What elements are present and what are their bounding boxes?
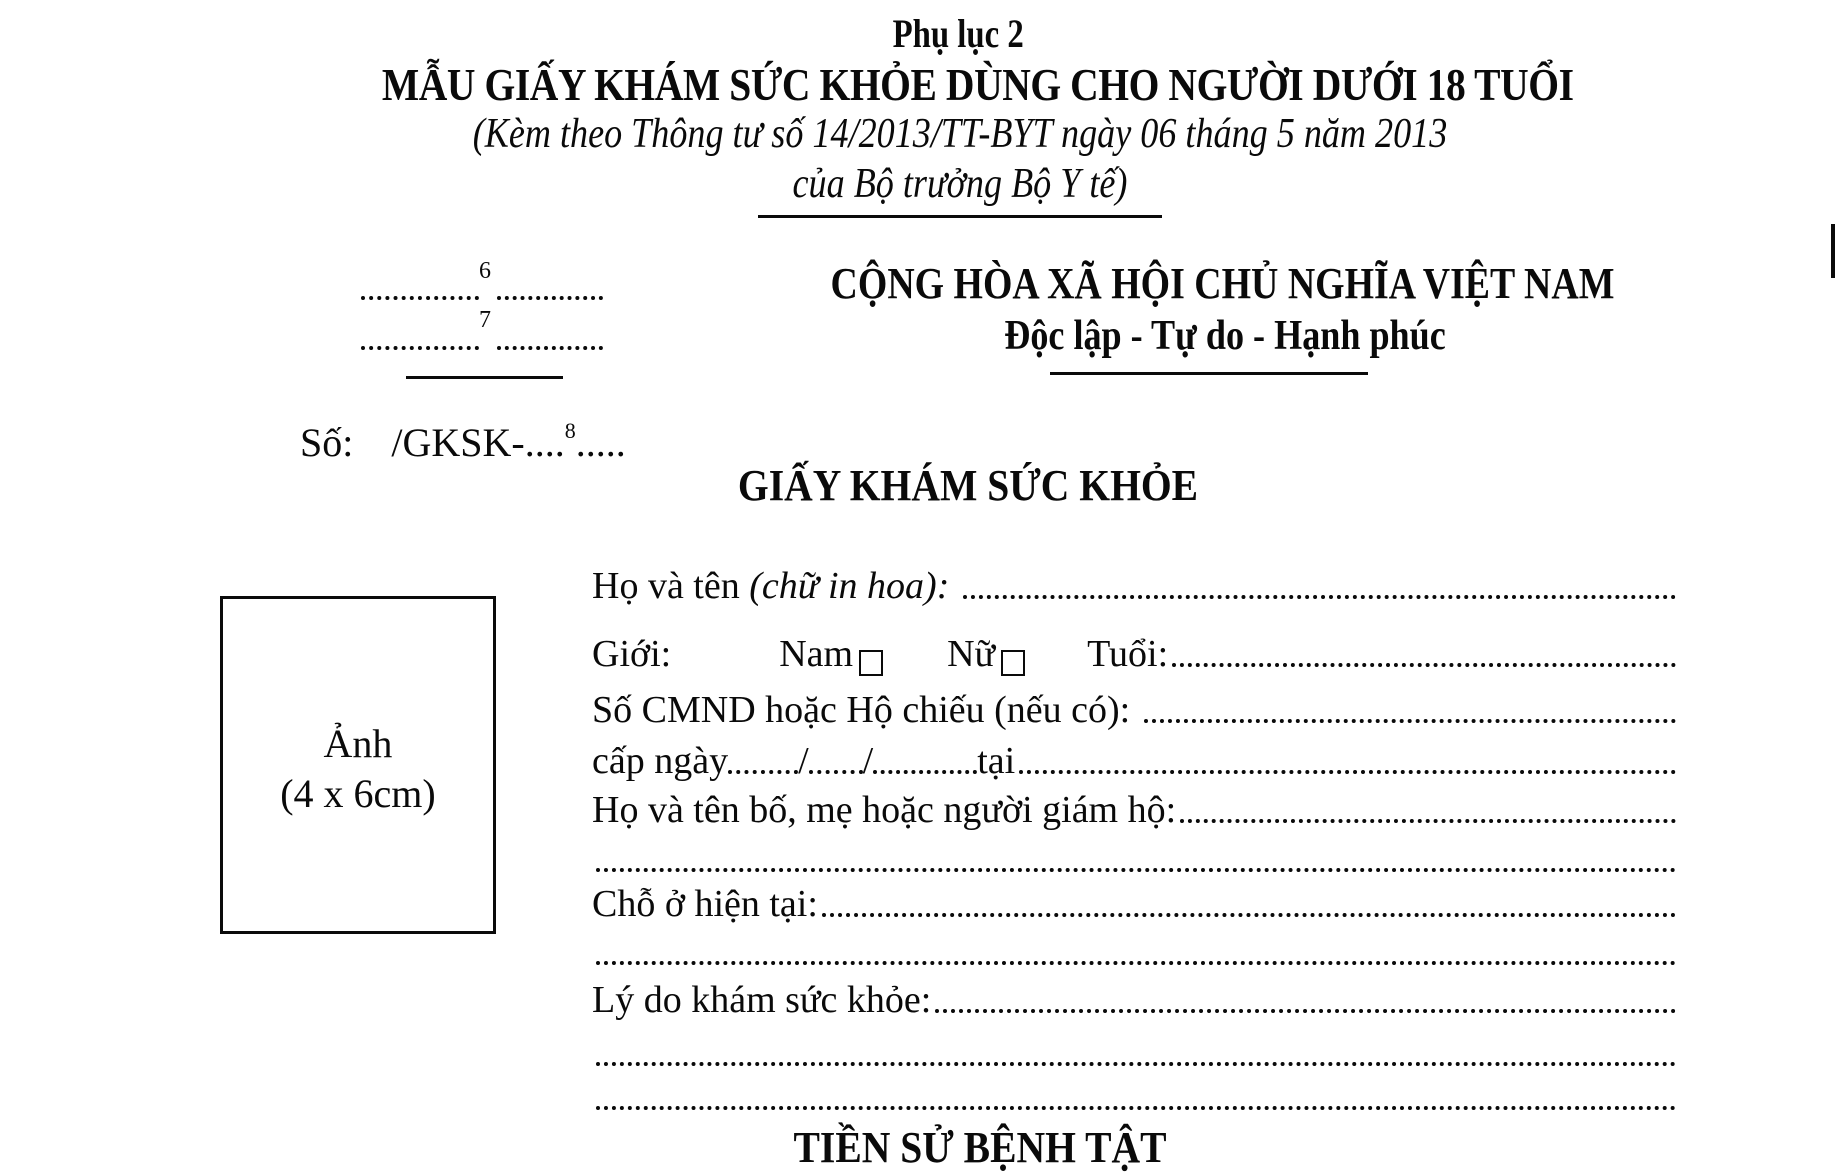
photo-placeholder[interactable] [220,596,496,934]
residence-label: Chỗ ở hiện tại: [592,883,818,925]
document-number[interactable] [300,418,626,466]
motto-underline [1050,372,1368,375]
full-name-input[interactable] [963,595,1676,599]
guardian-input-line-2[interactable] [596,868,1676,872]
issue-date-row [592,731,1676,783]
exam-reason-input-line-2[interactable] [596,1062,1676,1066]
full-name-label: Họ và tên (chữ in hoa): [592,565,950,607]
age-input[interactable] [1172,663,1676,667]
footnote-marker-6: 6 [479,258,491,284]
gender-female-label: Nữ [947,633,996,675]
issue-place-input[interactable] [1019,770,1676,774]
issue-year-input[interactable] [873,770,977,774]
doc-number-code: /GKSK-.... [391,420,565,465]
doc-number-label: Số: [300,420,354,465]
medical-history-section-title: TIỀN SỬ BỆNH TẬT [793,1123,1167,1172]
doc-number-trail: ..... [575,420,626,465]
gender-age-row [592,624,1676,676]
legal-reference-line-2: của Bộ trưởng Bộ Y tế) [792,161,1128,207]
id-number-input[interactable] [1144,719,1676,723]
gender-male-checkbox[interactable] [859,650,883,676]
appendix-label: Phụ lục 2 [892,11,1024,56]
exam-reason-label: Lý do khám sức khỏe: [592,979,932,1021]
id-number-row [592,680,1676,732]
facility-name-field-cont[interactable] [497,346,603,350]
residence-input[interactable] [822,913,1676,917]
issue-place-label: tại [977,740,1016,782]
date-separator: / [798,740,809,782]
guardian-label: Họ và tên bố, mẹ hoặc người giám hộ: [592,789,1177,831]
residence-input-line-2[interactable] [596,961,1676,965]
age-label: Tuổi: [1087,633,1169,675]
issue-month-input[interactable] [809,770,863,774]
issue-date-label: cấp ngày [592,740,729,782]
issue-day-input[interactable] [728,770,798,774]
form-title: GIẤY KHÁM SỨC KHỎE [737,461,1199,510]
guardian-row [592,780,1676,832]
date-separator: / [862,740,874,782]
photo-label: Ảnh [323,721,393,766]
agency-underline [406,376,563,379]
legal-reference-line-1: (Kèm theo Thông tư số 14/2013/TT-BYT ngày 06 tháng 5 năm 2013 [472,111,1448,157]
national-motto: Độc lập - Tự do - Hạnh phúc [1004,313,1446,359]
residence-row [592,874,1676,926]
guardian-input[interactable] [1180,819,1676,823]
gender-female-checkbox[interactable] [1001,650,1025,676]
footnote-marker-8: 8 [564,418,576,443]
facility-name-field[interactable] [361,346,479,350]
full-name-hint: (chữ in hoa): [749,565,950,607]
photo-size: (4 x 6cm) [280,771,436,816]
id-number-label: Số CMND hoặc Hộ chiếu (nếu có): [592,689,1131,731]
exam-reason-input-line-3[interactable] [596,1106,1676,1110]
subtitle-underline [758,215,1162,218]
footnote-marker-7: 7 [479,307,491,333]
gender-male-label: Nam [779,633,854,675]
full-name-row [592,556,1676,608]
governing-agency-field[interactable] [361,296,479,300]
exam-reason-input[interactable] [935,1009,1676,1013]
national-name: CỘNG HÒA XÃ HỘI CHỦ NGHĨA VIỆT NAM [830,259,1615,308]
document-main-title: MẪU GIẤY KHÁM SỨC KHỎE DÙNG CHO NGƯỜI DƯỚI 18 TUỔI [381,59,1574,110]
scan-edge-mark [1831,224,1835,278]
governing-agency-field-cont[interactable] [497,296,603,300]
gender-label: Giới: [592,633,672,675]
exam-reason-row [592,970,1676,1022]
